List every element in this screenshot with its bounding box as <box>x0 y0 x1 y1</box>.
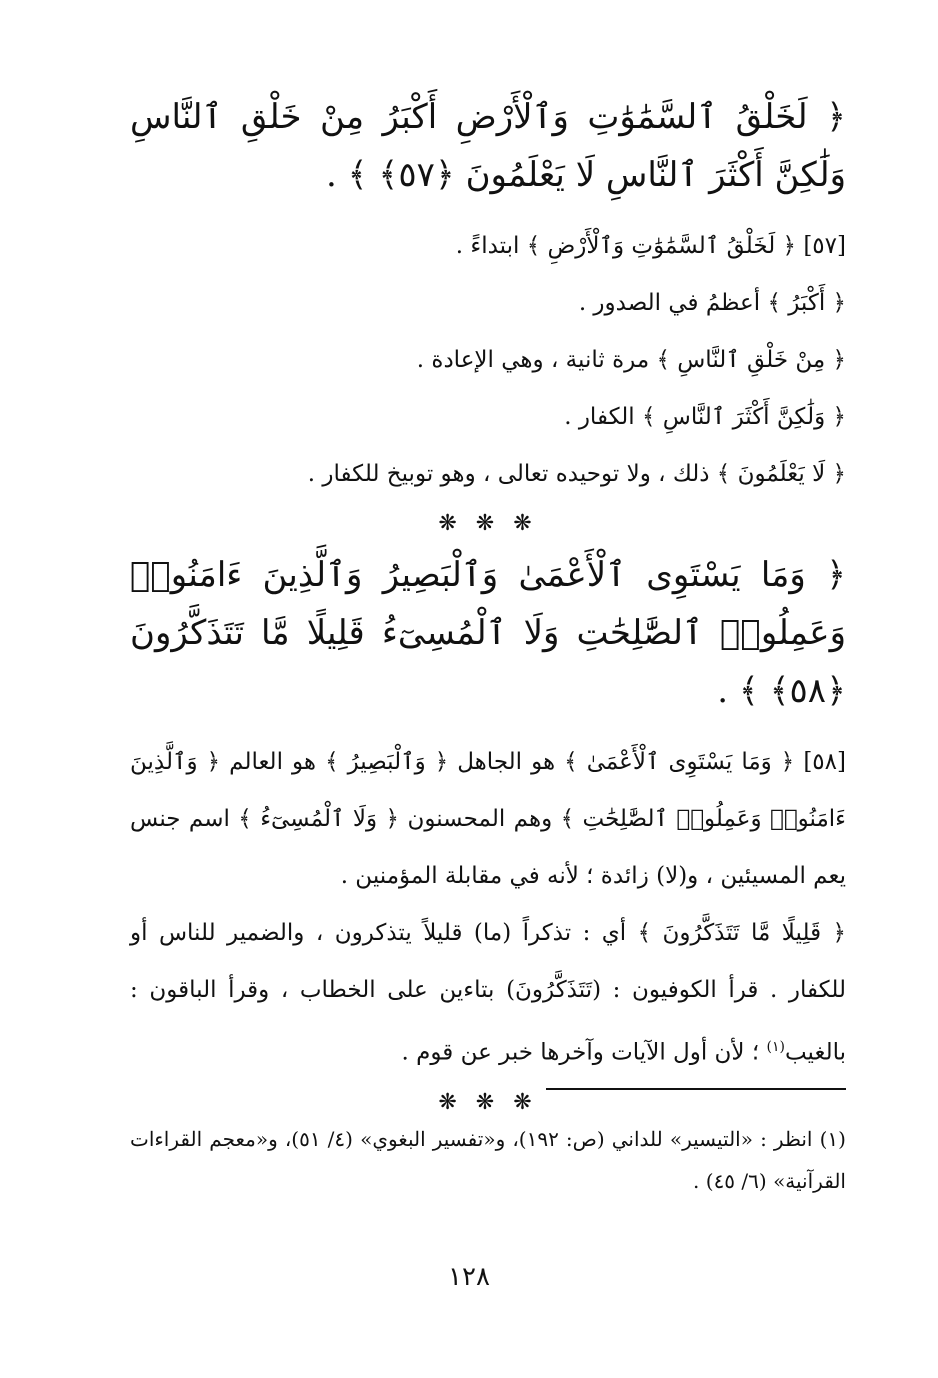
commentary-line: [٥٧] ﴿ لَخَلْقُ ٱلسَّمَٰوَٰتِ وَٱلْأَرْضِ ﴾ ابتداءً . <box>455 233 846 259</box>
footnote-reference[interactable]: (١) <box>766 1039 785 1055</box>
commentary-line: ﴿ لَا يَعْلَمُونَ ﴾ ذلك ، ولا توحيده تعالى ، وهو توبيخ للكفار . <box>307 461 846 487</box>
quran-verse-57: ﴿ لَخَلْقُ ٱلسَّمَٰوَٰتِ وَٱلْأَرْضِ أَكْبَرُ مِنْ خَلْقِ ٱلنَّاسِ وَلَٰكِنَّ أَكْثَرَ ٱلنَّاسِ لَا يَعْلَمُونَ ﴿٥٧﴾ ﴾ . <box>130 97 846 195</box>
commentary-paragraph <box>130 905 846 1082</box>
commentary-line: ﴿ وَلَٰكِنَّ أَكْثَرَ ٱلنَّاسِ ﴾ الكفار . <box>564 404 846 430</box>
section-separator: ❋ ❋ ❋ <box>438 1089 538 1115</box>
section-separator: ❋ ❋ ❋ <box>438 511 538 536</box>
footnote: (١) انظر : «التيسير» للداني (ص: ١٩٢)، و«تفسير البغوي» (٤/ ٥١)، و«معجم القراءات القرآنية» (٦/ ٤٥) . <box>130 1127 846 1193</box>
footnote-divider <box>546 1088 846 1090</box>
commentary-line: ﴿ مِنْ خَلْقِ ٱلنَّاسِ ﴾ مرة ثانية ، وهي الإعادة . <box>416 347 846 373</box>
commentary-paragraph: [٥٨] ﴿ وَمَا يَسْتَوِى ٱلْأَعْمَىٰ ﴾ هو الجاهل ﴿ وَٱلْبَصِيرُ ﴾ هو العالم ﴿ وَٱلَّذِينَ ءَامَنُوا۟ وَعَمِلُوا۟ ٱلصَّٰلِحَٰتِ ﴾ وهم المحسنون ﴿ وَلَا ٱلْمُسِىٓءُ ﴾ اسم جنس يعم المسيئين ، و(لا) زائدة ؛ لأنه في مقابلة المؤمنين . <box>130 749 846 889</box>
commentary-text: ﴿ قَلِيلًا مَّا تَتَذَكَّرُونَ ﴾ أي : تذكراً (ما) قليلاً يتذكرون ، والضمير للناس أو للكفار . قرأ الكوفيون : (تَتَذَكَّرُونَ) بتاءين على الخطاب ، وقرأ الباقون : بالغيب <box>130 920 846 1066</box>
quran-verse-58: ﴿ وَمَا يَسْتَوِى ٱلْأَعْمَىٰ وَٱلْبَصِيرُ وَٱلَّذِينَ ءَامَنُوا۟ وَعَمِلُوا۟ ٱلصَّٰلِحَٰتِ وَلَا ٱلْمُسِىٓءُ قَلِيلًا مَّا تَتَذَكَّرُونَ ﴿٥٨﴾ ﴾ . <box>130 555 846 711</box>
page-number: ١٢٨ <box>448 1262 490 1292</box>
commentary-text: ؛ لأن أول الآيات وآخرها خبر عن قوم . <box>401 1039 760 1066</box>
page-body <box>130 88 846 1125</box>
commentary-line: ﴿ أَكْبَرُ ﴾ أعظمُ في الصدور . <box>578 290 846 316</box>
